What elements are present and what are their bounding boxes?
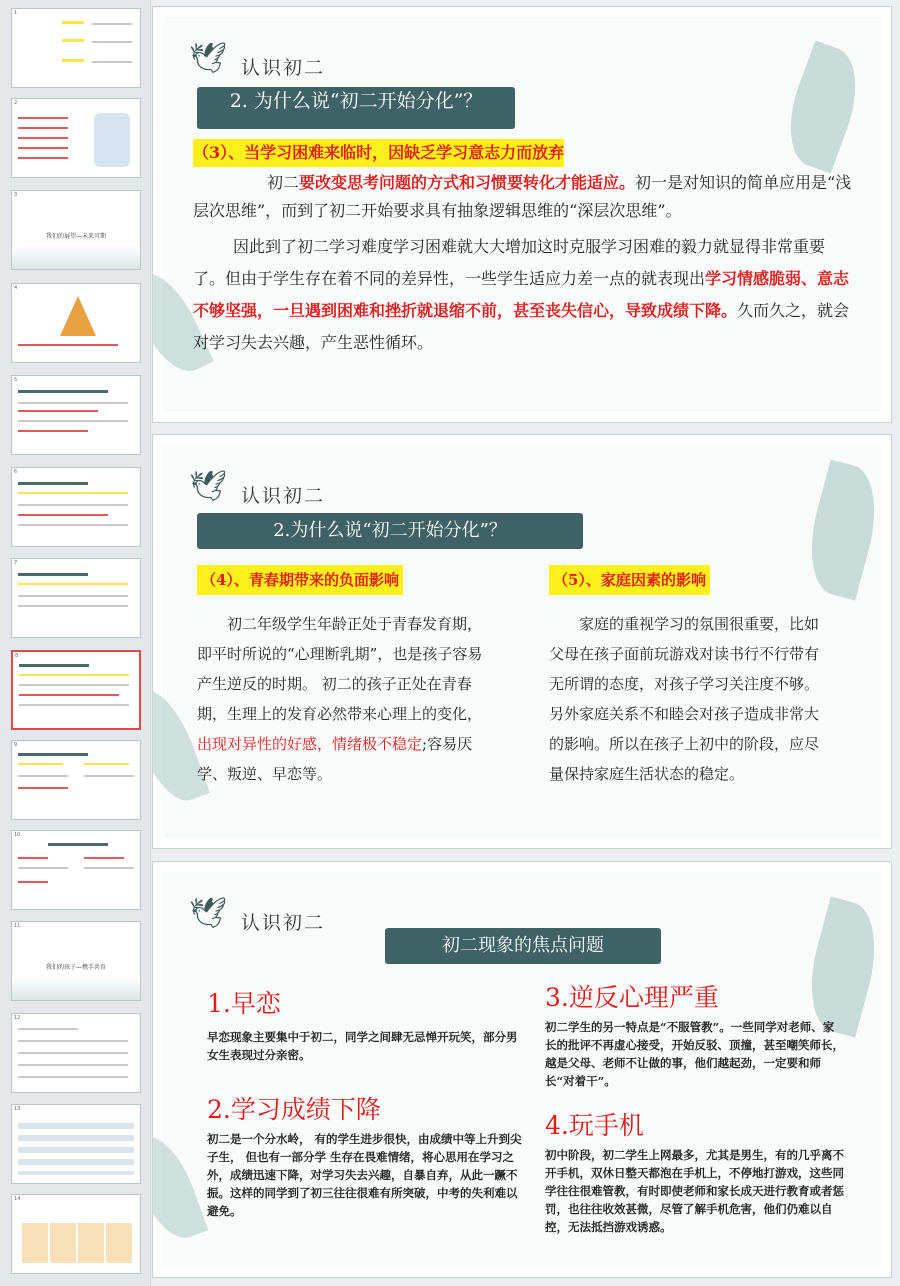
focus-item-title: 4.玩手机 — [545, 1111, 644, 1140]
slide-2[interactable] — [152, 434, 892, 849]
thumbnail-number: 8 — [15, 653, 19, 659]
paragraph-text: 初二年级学生年龄正处于青春发育期，即平时所说的“心理断乳期”，也是孩子容易产生逆反的时期。 初二的孩子正处在青春期，生理上的发育必然带来心理上的变化， — [197, 615, 483, 723]
paragraph-text: 初一是对知识的简单应用是“浅层次思维”，而到了初二开始要求具有抽象逻辑思维的“深层次思维”。 — [193, 173, 852, 220]
thumbnail-number: 9 — [14, 742, 18, 748]
slide-thumbnail-5[interactable] — [11, 375, 141, 455]
focus-item-text: 初中阶段，初二学生上网最多，尤其是男生，有的几乎离不开手机，双休日整天都泡在手机上，不停地打游戏，这些同学往往很难管教，有时即使老师和家长成天进行教育或者惩罚，也往往收效甚微，尽管了解手机危害，他们仍难以自控，无法抵挡游戏诱惑。 — [545, 1148, 844, 1234]
point-heading: （4）、青春期带来的负面影响 — [197, 565, 403, 595]
slide-thumbnail-11[interactable] — [11, 921, 141, 1001]
slide-header: 认识初二 — [241, 912, 326, 934]
paragraph-text: 因此到了初二学习难度学习困难就大大增加这时克服学习困难的毅力就显得非常重要了。但由于学生存在着不同的差异性，一些学生适应力差一点的就表现出 — [193, 237, 826, 288]
thumbnail-title: 我们的孩子—携手共育 — [45, 964, 106, 971]
focus-item-text: 早恋现象主要集中于初二，同学之间肆无忌惮开玩笑，部分男女生表现过分亲密。 — [207, 1030, 518, 1062]
highlighted-text: 要改变思考问题的方式和习惯要转化才能适应。 — [299, 173, 636, 192]
thumbnail-number: 10 — [14, 832, 21, 838]
paragraph-text: 家庭的重视学习的氛围很重要，比如父母在孩子面前玩游戏对读书行不行带有无所谓的态度，对孩子学习关注度不够。另外家庭关系不和睦会对孩子造成非常大的影响。所以在孩子上初中的阶段，应尽量保持家庭生活状态的稳定。 — [549, 615, 820, 783]
section-banner: 初二现象的焦点问题 — [385, 928, 661, 964]
focus-item-title: 3.逆反心理严重 — [545, 983, 719, 1012]
thumbnail-number: 13 — [14, 1106, 21, 1112]
slide-header: 认识初二 — [241, 57, 326, 79]
slide-thumbnail-panel[interactable] — [0, 0, 151, 1286]
thumbnail-number: 6 — [14, 469, 18, 475]
crane-icon: 🕊 — [189, 469, 228, 504]
slide-thumbnail-10[interactable] — [11, 830, 141, 910]
thumbnail-number: 3 — [14, 192, 18, 198]
slide-thumbnail-14[interactable] — [11, 1194, 141, 1274]
section-subtitle: 2.为什么说“初二开始分化”？ — [197, 513, 583, 549]
thumbnail-number: 14 — [14, 1196, 21, 1202]
slide-thumbnail-13[interactable] — [11, 1104, 141, 1184]
focus-item-text: 初二学生的另一特点是“不服管教”。一些同学对老师、家长的批评不再虚心接受，开始反驳、顶撞，甚至嘲笑师长，越是父母、老师不让做的事，他们越起劲，一定要和师长“对着干”。 — [545, 1020, 844, 1088]
slide-thumbnail-3[interactable] — [11, 190, 141, 270]
slide-thumbnail-2[interactable] — [11, 98, 141, 178]
highlighted-text: 学习情感脆弱、意志不够坚强，一旦遇到困难和挫折就退缩不前，甚至丧失信心，导致成绩下降。 — [193, 269, 850, 320]
slide-thumbnail-7[interactable] — [11, 558, 141, 638]
thumbnail-number: 1 — [14, 10, 18, 16]
crane-icon: 🕊 — [189, 896, 228, 931]
thumbnail-number: 7 — [14, 560, 18, 566]
paragraph-text: 初二 — [267, 173, 300, 192]
point-heading: （5）、家庭因素的影响 — [549, 565, 710, 595]
slide-thumbnail-8[interactable] — [11, 650, 141, 730]
focus-item-title: 1.早恋 — [207, 989, 281, 1018]
slide-header: 认识初二 — [241, 485, 326, 507]
highlighted-text: 出现对异性的好感，情绪极不稳定 — [197, 735, 423, 753]
slide-thumbnail-4[interactable] — [11, 283, 141, 363]
crane-icon: 🕊 — [189, 41, 228, 76]
focus-item-title: 2.学习成绩下降 — [207, 1095, 381, 1124]
focus-item-text: 初二是一个分水岭， 有的学生进步很快，由成绩中等上升到尖子生， 但也有一部分学 生存在畏难情绪，将心思用在学习之外，成绩迅速下降，对学习失去兴趣，自暴自弃，从此一蹶不振。这样的同学到了初三往往很难有所突破，中考的失利难以避免。 — [207, 1132, 522, 1218]
thumbnail-number: 12 — [14, 1015, 21, 1021]
paragraph-text: ;容易厌学、叛逆、早恋等。 — [197, 735, 473, 783]
section-subtitle: 2. 为什么说“初二开始分化”？ — [197, 87, 515, 129]
slide-3[interactable] — [152, 861, 892, 1278]
paragraph-text: 久而久之，就会对学习失去兴趣，产生恶性循环。 — [193, 301, 850, 352]
slide-thumbnail-1[interactable] — [11, 8, 141, 88]
slide-thumbnail-9[interactable] — [11, 740, 141, 820]
slide-1[interactable] — [152, 6, 892, 423]
thumbnail-title: 我们的展望—未来可期 — [45, 233, 106, 240]
slide-thumbnail-12[interactable] — [11, 1013, 141, 1093]
thumbnail-number: 4 — [14, 285, 18, 291]
thumbnail-number: 11 — [14, 923, 21, 929]
thumbnail-number: 2 — [14, 100, 18, 106]
thumbnail-number: 5 — [14, 377, 18, 383]
point-heading: （3）、当学习困难来临时，因缺乏学习意志力而放弃 — [193, 139, 564, 167]
slide-thumbnail-6[interactable] — [11, 467, 141, 547]
